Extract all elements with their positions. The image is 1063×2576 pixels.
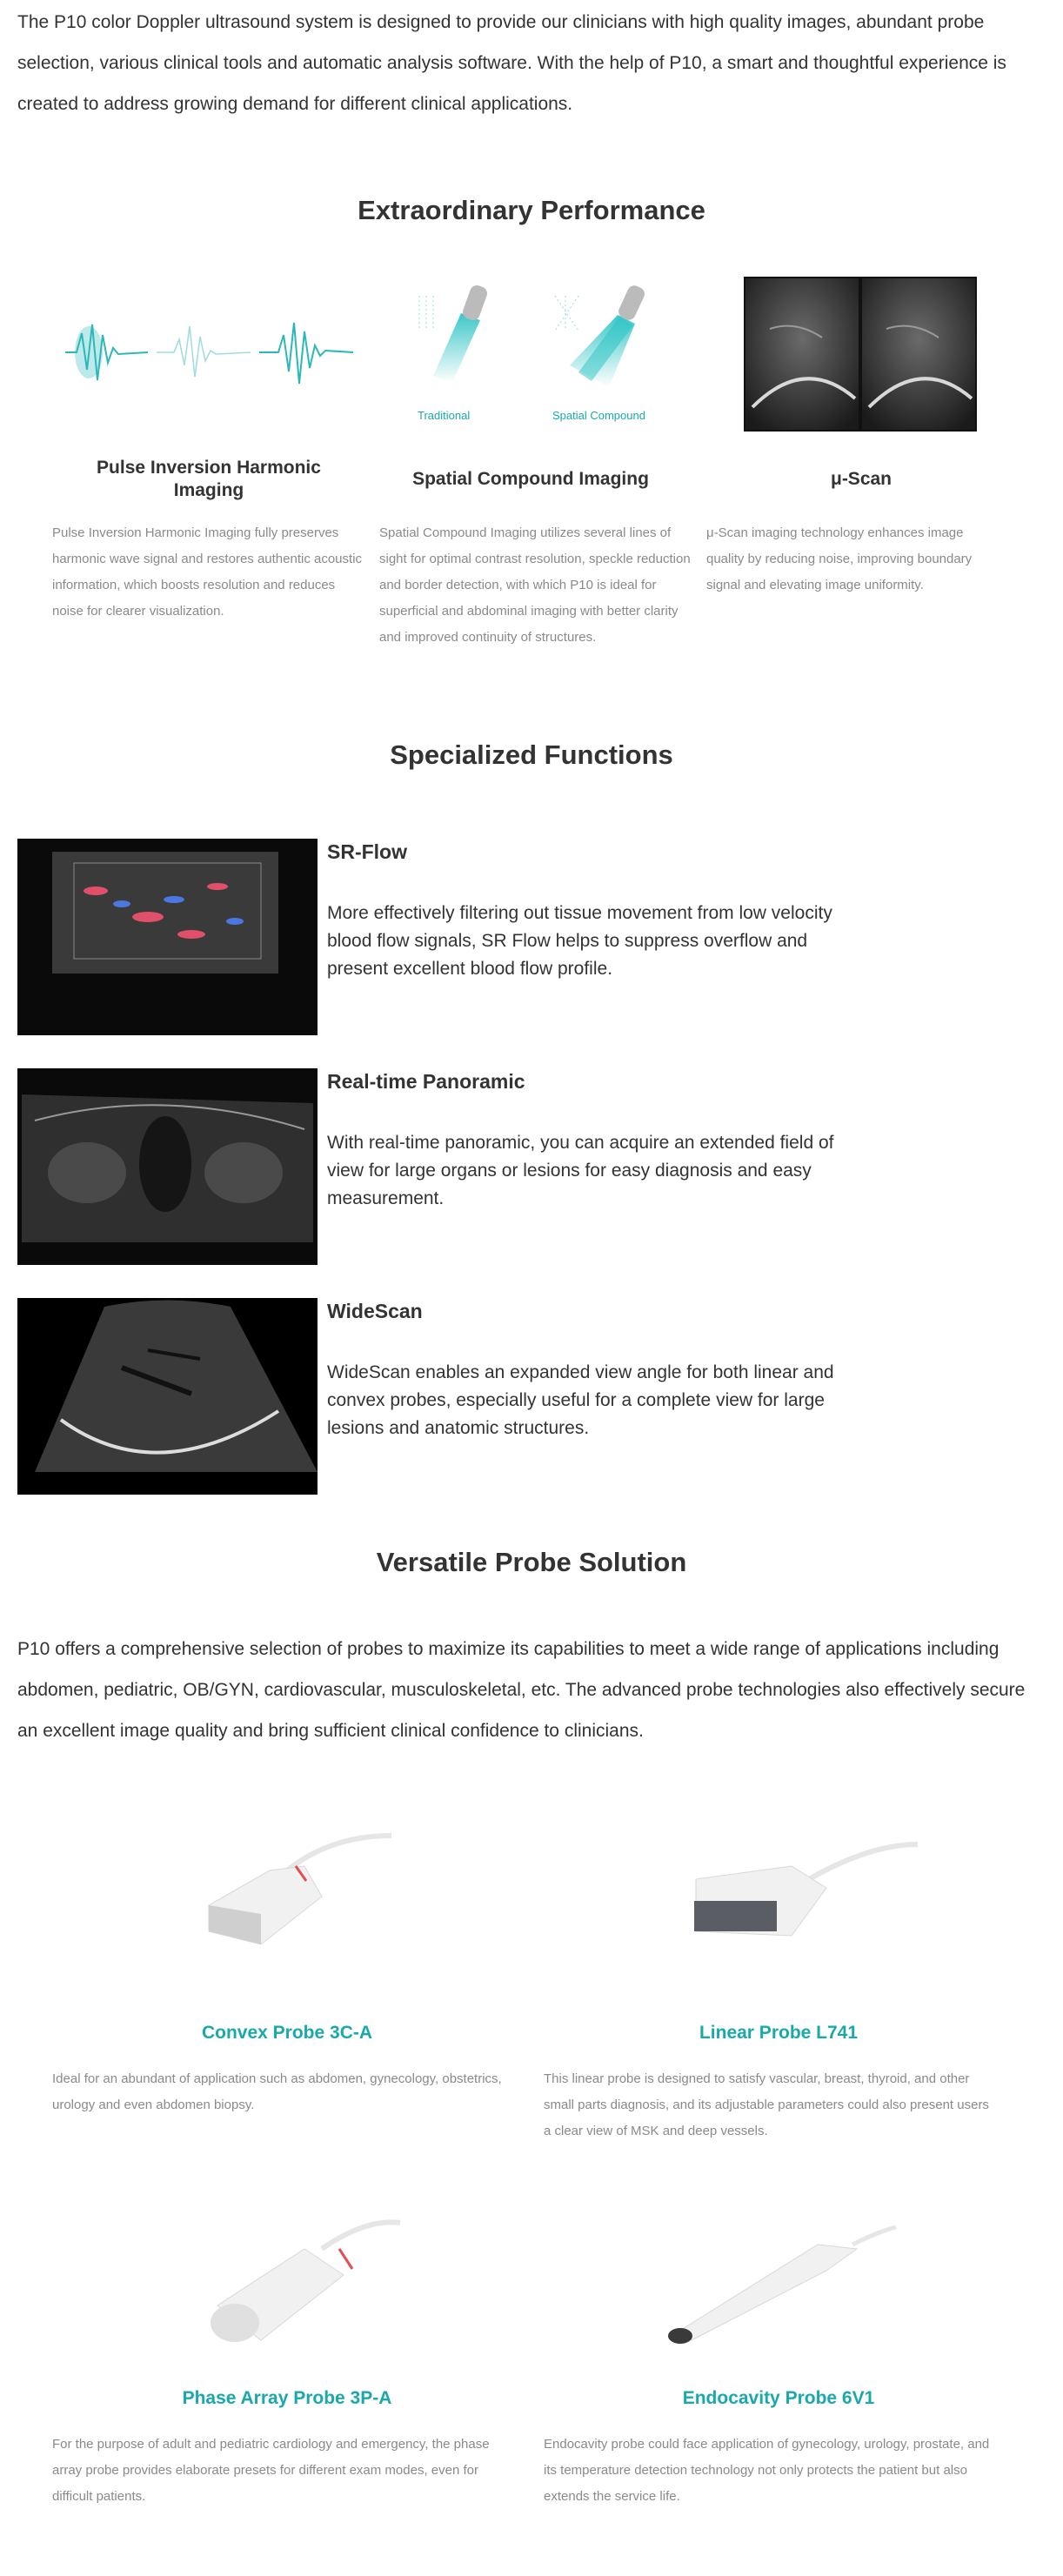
convex-probe-name: Convex Probe 3C-A <box>201 2023 373 2043</box>
panoramic-title: Real-time Panoramic <box>327 1070 525 1093</box>
panoramic-image <box>17 1068 318 1265</box>
label-traditional: Traditional <box>418 409 471 422</box>
perf-title-spatial: Spatial Compound Imaging <box>412 469 649 489</box>
harmonic-waveform-icon <box>61 300 357 405</box>
panoramic-desc: With real-time panoramic, you can acquire an extended field of view for large organs or lesions for easy diagnosis and easy measurement. <box>327 1133 834 1208</box>
spatial-compound-diagram <box>400 278 679 431</box>
sr-flow-title: SR-Flow <box>327 840 407 863</box>
convex-probe-image <box>157 1818 418 1966</box>
widescan-image <box>17 1298 318 1495</box>
linear-probe-image <box>679 1827 939 1975</box>
label-spatial-compound: Spatial Compound <box>552 409 645 422</box>
phase-array-probe-desc: For the purpose of adult and pediatric cardiology and emergency, the phase array probe provides elaborate presets for different exam modes, even for difficult patients. <box>52 2437 490 2504</box>
convex-probe-desc: Ideal for an abundant of application such as abdomen, gynecology, obstetrics, urology and even abdomen biopsy. <box>52 2071 502 2112</box>
probes-section-title: Versatile Probe Solution <box>376 1547 687 1577</box>
endocavity-probe-image <box>644 2210 905 2358</box>
endocavity-probe-name: Endocavity Probe 6V1 <box>682 2388 875 2408</box>
intro-paragraph: The P10 color Doppler ultrasound system is designed to provide our clinicians with high quality images, abundant probe selection, various clinical tools and automatic analysis software. With the help of P10, a smart and thoughtful experience is created to address growing demand for different clinical applications. <box>17 12 1006 114</box>
widescan-desc: WideScan enables an expanded view angle for both linear and convex probes, especially useful for a complete view for large lesions and anatomic structures. <box>327 1362 834 1438</box>
endocavity-probe-desc: Endocavity probe could face application of gynecology, urology, prostate, and its temperature detection technology not only protects the patient but also extends the service life. <box>544 2437 990 2504</box>
widescan-title: WideScan <box>327 1300 423 1322</box>
perf-desc-spatial: Spatial Compound Imaging utilizes several lines of sight for optimal contrast resolution, speckle reduction and border detection, with which P10 is ideal for superficial and abdominal imaging with better clarity and improved continuity of structures. <box>379 525 691 645</box>
functions-section-title: Specialized Functions <box>390 739 673 770</box>
perf-desc-muscan: μ-Scan imaging technology enhances image quality by reducing noise, improving boundary signal and elevating image uniformity. <box>706 525 973 592</box>
sr-flow-desc: More effectively filtering out tissue movement from low velocity blood flow signals, SR Flow helps to suppress overflow and present excellent blood flow profile. <box>327 903 832 979</box>
perf-desc-harmonic: Pulse Inversion Harmonic Imaging fully preserves harmonic wave signal and restores authentic acoustic information, which boosts resolution and reduces noise for clearer visualization. <box>52 525 363 619</box>
linear-probe-desc: This linear probe is designed to satisfy vascular, breast, thyroid, and other small parts diagnosis, and its adjustable parameters could also present users a clear view of MSK and deep vessels. <box>544 2071 989 2138</box>
performance-section-title: Extraordinary Performance <box>358 195 705 225</box>
perf-title-muscan: μ-Scan <box>830 469 893 489</box>
mu-scan-ultrasound-image <box>744 277 977 432</box>
sr-flow-image <box>17 839 318 1035</box>
linear-probe-name: Linear Probe L741 <box>699 2023 859 2043</box>
phase-array-probe-name: Phase Array Probe 3P-A <box>182 2388 392 2408</box>
phase-array-probe-image <box>174 2201 435 2349</box>
probes-intro-paragraph: P10 offers a comprehensive selection of probes to maximize its capabilities to meet a wide range of applications including abdomen, pediatric, OB/GYN, cardiovascular, musculoskeletal, etc. The advanced probe technologies also effectively secure an excellent image quality and bring sufficient clinical confidence to clinicians. <box>17 1639 1026 1741</box>
perf-title-harmonic: Pulse Inversion Harmonic Imaging <box>97 458 321 500</box>
